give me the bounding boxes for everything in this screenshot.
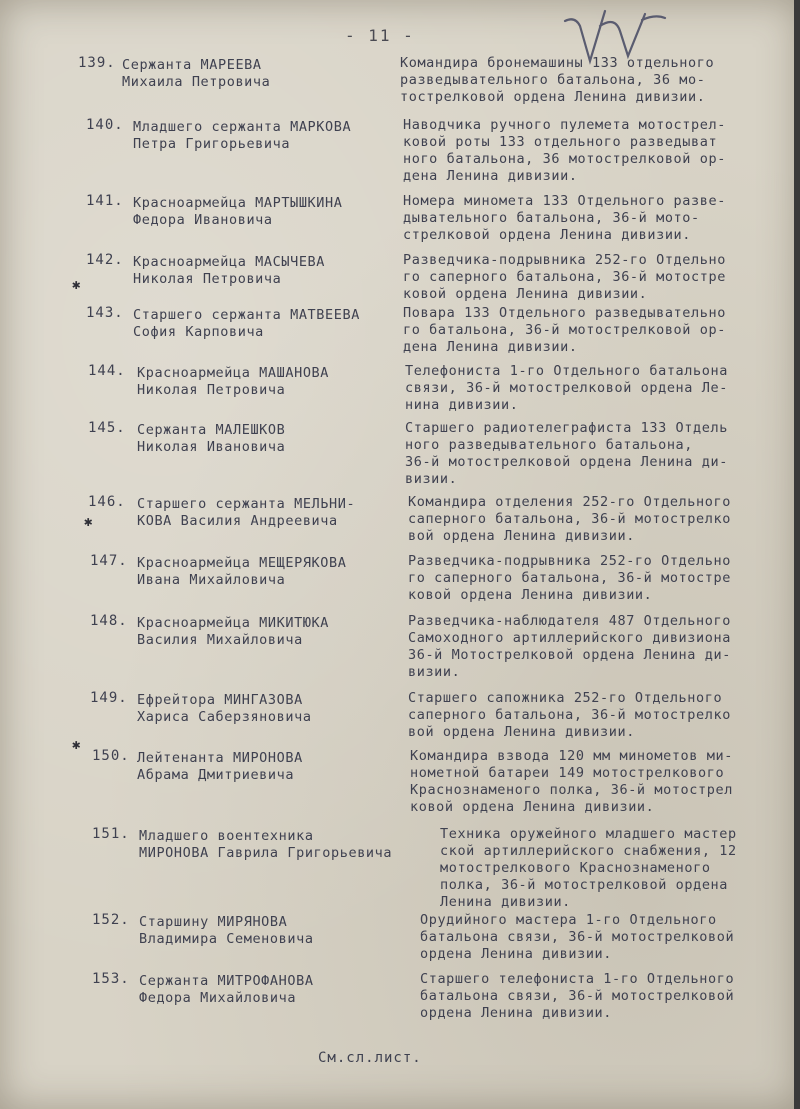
person-name: Красноармейца МАСЫЧЕВА Николая Петровича [133,254,326,287]
position-description: Повара 133 Отдельного разведывательно го батальона, 36-й мотострелковой ор- дена Ленина дивизии. [403,305,726,355]
entry-number: 146. [88,494,126,510]
mark-star: ✱ [72,737,81,753]
position-description: Старшего сапожника 252-го Отдельного саперного батальона, 36-й мотострелко вой ордена Ленина дивизии. [408,690,731,740]
person-name: Сержанта МАЛЕШКОВ Николая Ивановича [137,422,286,455]
person-name: Красноармейца МАРТЫШКИНА Федора Ивановича [133,195,343,228]
position-description: Командира бронемашины 133 отдельного разведывательного батальона, 36 мо- тострелковой ордена Ленина дивизии. [400,55,715,105]
person-name: Сержанта МИТРОФАНОВА Федора Михайловича [139,973,314,1006]
position-description: Телефониста 1-го Отдельного батальона связи, 36-й мотострелковой ордена Ле- нина дивизии. [405,363,728,413]
person-name: Сержанта МАРЕЕВА Михаила Петровича [122,57,271,90]
entry-number: 145. [88,420,126,436]
person-name: Красноармейца МИКИТЮКА Василия Михайловича [137,615,330,648]
position-description: Разведчика-подрывника 252-го Отдельно го саперного батальона, 36-й мотостре ковой ордена Ленина дивизии. [408,553,731,603]
position-description: Разведчика-наблюдателя 487 Отдельного Самоходного артиллерийского дивизиона 36-й Мотострелковой ордена Ленина ди- визии. [408,613,731,680]
entry-number: 140. [86,117,124,133]
entry-number: 139. [78,55,116,71]
entry-number: 147. [90,553,128,569]
position-description: Старшего телефониста 1-го Отдельного батальона связи, 36-й мотострелковой ордена Ленина дивизии. [420,971,735,1021]
entry-number: 144. [88,363,126,379]
position-description: Командира взвода 120 мм минометов ми- нометной батареи 149 мотострелкового Краснознаменого полка, 36-й мотострел ковой ордена Ленина дивизии. [410,748,733,815]
person-name: Младшего воентехника МИРОНОВА Гаврила Григорьевича [139,828,393,861]
person-name: Старшину МИРЯНОВА Владимира Семеновича [139,914,314,947]
position-description: Техника оружейного младшего мастер ской артиллерийского снабжения, 12 мотострелкового Краснознаменого полка, 36-й мотострелковой ордена Ленина дивизии. [440,826,737,910]
person-name: Старшего сержанта МЕЛЬНИ- КОВА Василия Андреевича [137,496,356,529]
mark-star: ✱ [84,514,93,530]
continuation-note: См.сл.лист. [318,1050,422,1066]
entry-number: 152. [92,912,130,928]
person-name: Красноармейца МЕЩЕРЯКОВА Ивана Михайловича [137,555,347,588]
entry-number: 150. [92,748,130,764]
entry-number: 148. [90,613,128,629]
mark-star: ✱ [72,277,81,293]
person-name: Лейтенанта МИРОНОВА Абрама Дмитриевича [137,750,303,783]
person-name: Младшего сержанта МАРКОВА Петра Григорьевича [133,119,352,152]
position-description: Командира отделения 252-го Отдельного саперного батальона, 36-й мотострелко вой ордена Ленина дивизии. [408,494,731,544]
person-name: Красноармейца МАШАНОВА Николая Петровича [137,365,330,398]
entry-number: 149. [90,690,128,706]
entry-number: 151. [92,826,130,842]
position-description: Номера миномета 133 Отдельного разве- дывательного батальона, 36-й мото- стрелковой ордена Ленина дивизии. [403,193,726,243]
position-description: Наводчика ручного пулемета мотострел- ковой роты 133 отдельного разведыват ного батальона, 36 мотострелковой ор- дена Ленина дивизии. [403,117,726,184]
position-description: Разведчика-подрывника 252-го Отдельно го саперного батальона, 36-й мотостре ковой ордена Ленина дивизии. [403,252,726,302]
person-name: Старшего сержанта МАТВЕЕВА София Карповича [133,307,360,340]
person-name: Ефрейтора МИНГАЗОВА Хариса Саберзяновича [137,692,312,725]
entry-number: 141. [86,193,124,209]
page-edge [794,0,800,1109]
entry-number: 142. [86,252,124,268]
entry-number: 153. [92,971,130,987]
page-number: - 11 - [345,26,415,45]
entry-number: 143. [86,305,124,321]
position-description: Старшего радиотелеграфиста 133 Отдель ного разведывательного батальона, 36-й мотострелковой ордена Ленина ди- визии. [405,420,728,487]
position-description: Орудийного мастера 1-го Отдельного батальона связи, 36-й мотострелковой ордена Ленина дивизии. [420,912,735,962]
